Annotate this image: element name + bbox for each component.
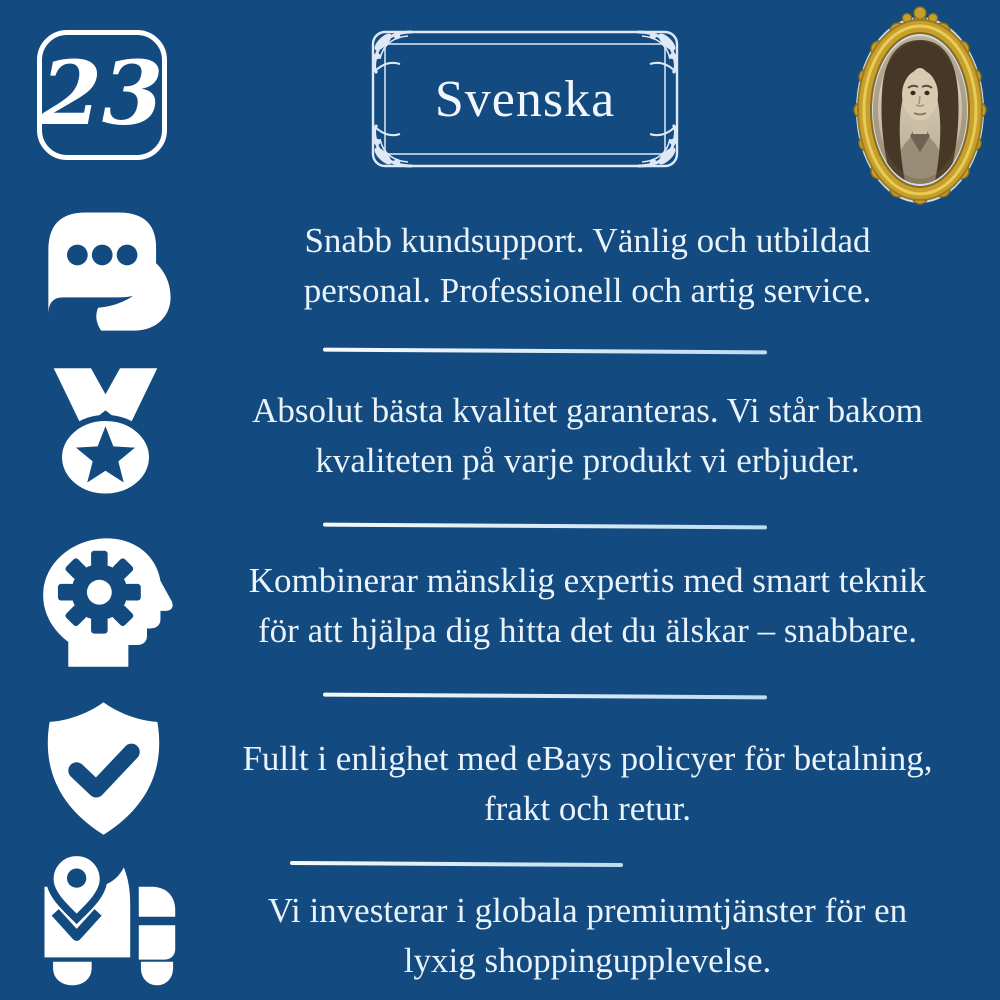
feature-line: frakt och retur. (484, 789, 691, 828)
feature-line: för att hjälpa dig hitta det du älskar – snabbare. (258, 611, 917, 650)
portrait-ornate-frame (848, 6, 992, 208)
feature-line: Kombinerar mänsklig expertis med smart teknik (248, 561, 927, 600)
chat-bubbles-icon (38, 198, 183, 343)
feature-line: Fullt i enlighet med eBays policyer för betalning, (242, 739, 933, 778)
portrait-icon (848, 6, 992, 208)
divider-line (290, 861, 623, 867)
shield-check-icon (31, 696, 176, 841)
medal-star-icon (33, 362, 178, 507)
feature-line: Snabb kundsupport. Vänlig och utbildad (304, 221, 871, 260)
divider-line (323, 693, 767, 700)
delivery-truck-pin-icon (27, 846, 182, 996)
feature-text-policy (185, 734, 990, 834)
badge-frame (37, 30, 167, 160)
feature-text-support (185, 216, 990, 316)
feature-line: kvaliteten på varje produkt vi erbjuder. (315, 441, 860, 480)
feature-line: personal. Professionell och artig service. (303, 271, 872, 310)
divider-line (323, 523, 767, 530)
feature-text-shipping (185, 886, 990, 986)
feature-text-quality (185, 386, 990, 486)
badge-number: 23 (40, 41, 164, 145)
title-frame (368, 27, 682, 171)
feature-line: lyxig shoppingupplevelse. (403, 941, 772, 980)
feature-line: Absolut bästa kvalitet garanteras. Vi står bakom (252, 391, 923, 430)
feature-text-expertise (185, 556, 990, 656)
head-gear-icon (31, 528, 176, 673)
page-title: Svenska (434, 70, 616, 128)
feature-line: Vi investerar i globala premiumtjänster för en (267, 891, 908, 930)
divider-line (323, 348, 767, 355)
